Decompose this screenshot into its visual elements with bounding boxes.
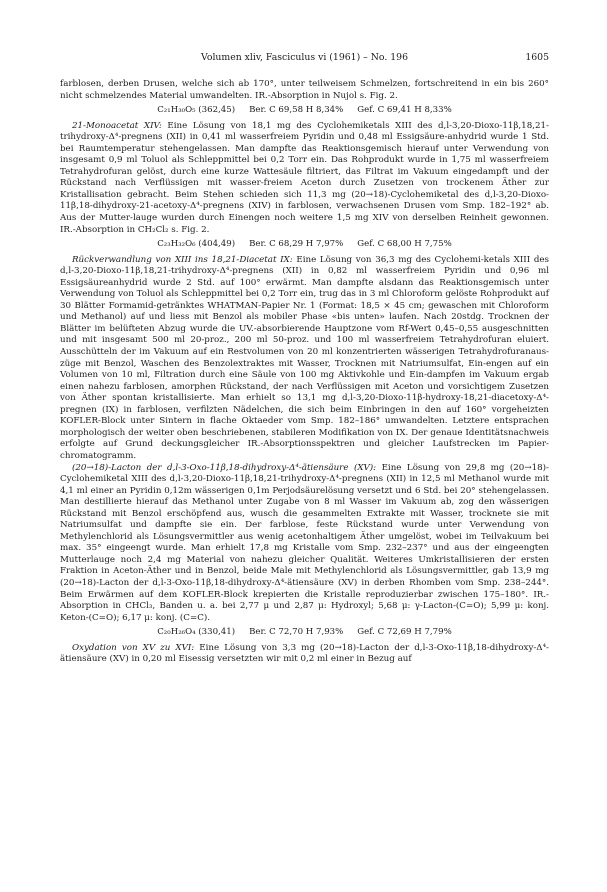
analysis-formula-line [60, 239, 549, 251]
paragraph-heading: (20→18)-Lacton der d,l-3-Oxo-11β,18-dihydroxy-Δ⁴-ätiensäure (XV): [72, 462, 377, 473]
found-values: Gef. C 69,41 H 8,33% [357, 105, 452, 116]
analysis-formula-line [60, 627, 549, 639]
paragraph-heading: 21-Monoacetat XIV: [72, 120, 162, 131]
article-body [60, 79, 549, 666]
molecular-formula: C₂₃H₃₂O₆ (404,49) [157, 239, 236, 250]
journal-line: Volumen xliv, Fasciculus vi (1961) – No. 196 [200, 52, 408, 63]
paragraph-text: farblosen, derben Drusen, welche sich ab 170°, unter teilweisem Schmelzen, fortschreitend in ein bis 260° nicht schmelzendes Material umwandelten. IR.-Absorption in Nujol s. Fig. 2. [60, 79, 549, 101]
found-values: Gef. C 72,69 H 7,79% [357, 627, 452, 638]
calculated-values: Ber. C 72,70 H 7,93% [249, 627, 344, 638]
body-paragraph [60, 463, 549, 625]
paragraph-heading: Rückverwandlung von XIII ins 18,21-Diacetat IX: [72, 254, 293, 265]
paragraph-text: Eine Lösung von 29,8 mg (20→18)-Cyclohemiketal XIII des d,l-3,20-Dioxo-11β,18,21-trihydroxy-Δ⁴-pregnens (XII) in 12,5 ml Methanol wurde mit 4,1 ml einer an Pyridin 0,12m wässerigen 0,1m Perjodsäurelösung versetzt und 6 Std. bei 20° stehengelassen. Man destillierte hierauf das Methanol unter Zugabe von 8 ml Wasser im Vakuum ab, zog den wässerigen Rückstand mit Benzol erschöpfend aus, wusch die gesammelten Extrakte mit Wasser, trocknete sie mit Natriumsulfat und dampfte sie ein. Der farblose, feste Rückstand wurde unter Verwendung von Methylenchlorid als Lösungsvermittler aus wenig acetonhaltigem Äther umgelöst, wobei im Teilvakuum bei max. 35° eingeengt wurde. Man erhielt 17,8 mg Kristalle vom Smp. 232–237° und aus der eingeengten Mutterlauge noch 2,4 mg Material von nahezu gleicher Qualität. Weiteres Umkristallisieren der ersten Fraktion in Aceton-Äther und in Benzol, beide Male mit Methylenchlorid als Lösungsvermittler, gab 13,9 mg (20→18)-Lacton der d,l-3-Oxo-11β,18-dihydroxy-Δ⁴-ätiensäure (XV) in derben Rhomben vom Smp. 238–244°. Beim Erwärmen auf dem KOFLER-Block krepierten die Kristalle reproduzierbar zwischen 175–180°. IR.-Absorption in CHCl₃, Banden u. a. bei 2,77 μ und 2,87 μ: Hydroxyl; 5,68 μ: γ-Lacton-(C=O); 5,99 μ: konj. Keton-(C=O); 6,17 μ: konj. (C=C). [60, 462, 549, 623]
page-number: 1605 [525, 52, 549, 63]
body-paragraph [60, 79, 549, 102]
molecular-formula: C₂₀H₂₆O₄ (330,41) [157, 627, 236, 638]
paragraph-heading: Oxydation von XV zu XVI: [72, 642, 195, 653]
paragraph-text: Eine Lösung von 36,3 mg des Cyclohemi-ketals XIII des d,l-3,20-Dioxo-11β,18,21-trihydroxy-Δ⁴-pregnens (XII) in 0,82 ml wasserfreiem Pyridin und 0,96 ml Essigsäureanhydrid wurde 2 Std. auf 100° erwärmt. Man dampfte alsdann das Reaktionsgemisch unter Verwendung von Toluol als Schleppmittel bei 0,2 Torr ein, trug das in 3 ml Chloroform gelöste Rohprodukt auf 30 Blätter Formamid-getränktes WHATMAN-Papier Nr. 1 (Format: 18,5 × 45 cm; gewaschen mit Chloroform und Methanol) auf und liess mit Benzol als mobiler Phase «bis unten» laufen. Nach 20stdg. Trocknen der Blätter im belüfteten Abzug wurde die UV.-absorbierende Hauptzone vom Rf-Wert 0,45–0,55 ausgeschnitten und mit insgesamt 500 ml 20-proz., 200 ml 50-proz. und 100 ml wasserfreiem Tetrahydrofuran eluiert. Ausschütteln der im Vakuum auf ein Restvolumen von 20 ml konzentrierten wässerigen Tetrahydrofuranaus-züge mit Benzol, Waschen des Benzolextraktes mit Wasser, Trocknen mit Natriumsulfat, Ein-engen auf ein Volumen von 10 ml, Filtration durch eine Säule von 100 mg Aktivkohle und Ein-dampfen im Vakuum ergab einen nahezu farblosen, amorphen Rückstand, der nach Verflüssigen mit Aceton und vorsichtigem Zusetzen von Äther spontan kristallisierte. Man erhielt so 13,1 mg d,l-3,20-Dioxo-11β-hydroxy-18,21-diacetoxy-Δ⁴-pregnen (IX) in farblosen, verfilzten Nädelchen, die sich beim Einbringen in den auf 160° vorgeheizten KOFLER-Block unter Sintern in flache Oktaeder vom Smp. 182–186° umwandelten. Letztere entsprachen morphologisch der weiter oben beschriebenen, stabileren Modifikation von IX. Der genaue Identitätsnachweis erfolgte auf Grund deckungsgleicher IR.-Absorptionsspektren und gleicher Laufstrecken im Papier-chromatogramm. [60, 254, 549, 461]
body-paragraph [60, 643, 549, 666]
paragraph-text: Eine Lösung von 18,1 mg des Cyclohemiketals XIII des d,l-3,20-Dioxo-11β,18,21-trihydroxy-Δ⁴-pregnens (XII) in 0,41 ml wasserfreiem Pyridin und 0,48 ml Essigsäure-anhydrid wurde 1 Std. bei Raumtemperatur stehengelassen. Man dampfte das Reaktionsgemisch hierauf unter Verwendung von insgesamt 0,9 ml Toluol als Schleppmittel bei 0,2 Torr ein. Das Rohprodukt wurde in 1,75 ml wasserfreiem Tetrahydrofuran gelöst, durch eine kurze Wattesäule filtriert, das Filtrat im Vakuum eingedampft und der Rückstand nach Verflüssigen mit wasser-freiem Aceton durch Zusetzen von trockenem Äther zur Kristallisation gebracht. Beim Stehen schieden sich 11,3 mg (20→18)-Cyclohemiketal des d,l-3,20-Dioxo-11β,18-dihydroxy-21-acetoxy-Δ⁴-pregnens (XIV) in farblosen, verwachsenen Drusen vom Smp. 182–192° ab. Aus der Mutter-lauge wurden durch Einengen noch weitere 1,5 mg XIV von derselben Reinheit gewonnen. IR.-Absorption in CH₂Cl₂ s. Fig. 2. [60, 120, 549, 235]
running-header [60, 52, 549, 66]
found-values: Gef. C 68,00 H 7,75% [357, 239, 452, 250]
body-paragraph [60, 121, 549, 236]
paragraph-text: Eine Lösung von 3,3 mg (20→18)-Lacton der d,l-3-Oxo-11β,18-dihydroxy-Δ⁴-ätiensäure (XV) in 0,20 ml Eisessig versetzten wir mit 0,2 ml einer in Bezug auf [60, 642, 549, 665]
calculated-values: Ber. C 68,29 H 7,97% [249, 239, 344, 250]
calculated-values: Ber. C 69,58 H 8,34% [249, 105, 344, 116]
molecular-formula: C₂₁H₃₀O₅ (362,45) [157, 105, 236, 116]
analysis-formula-line [60, 105, 549, 117]
body-paragraph [60, 255, 549, 463]
